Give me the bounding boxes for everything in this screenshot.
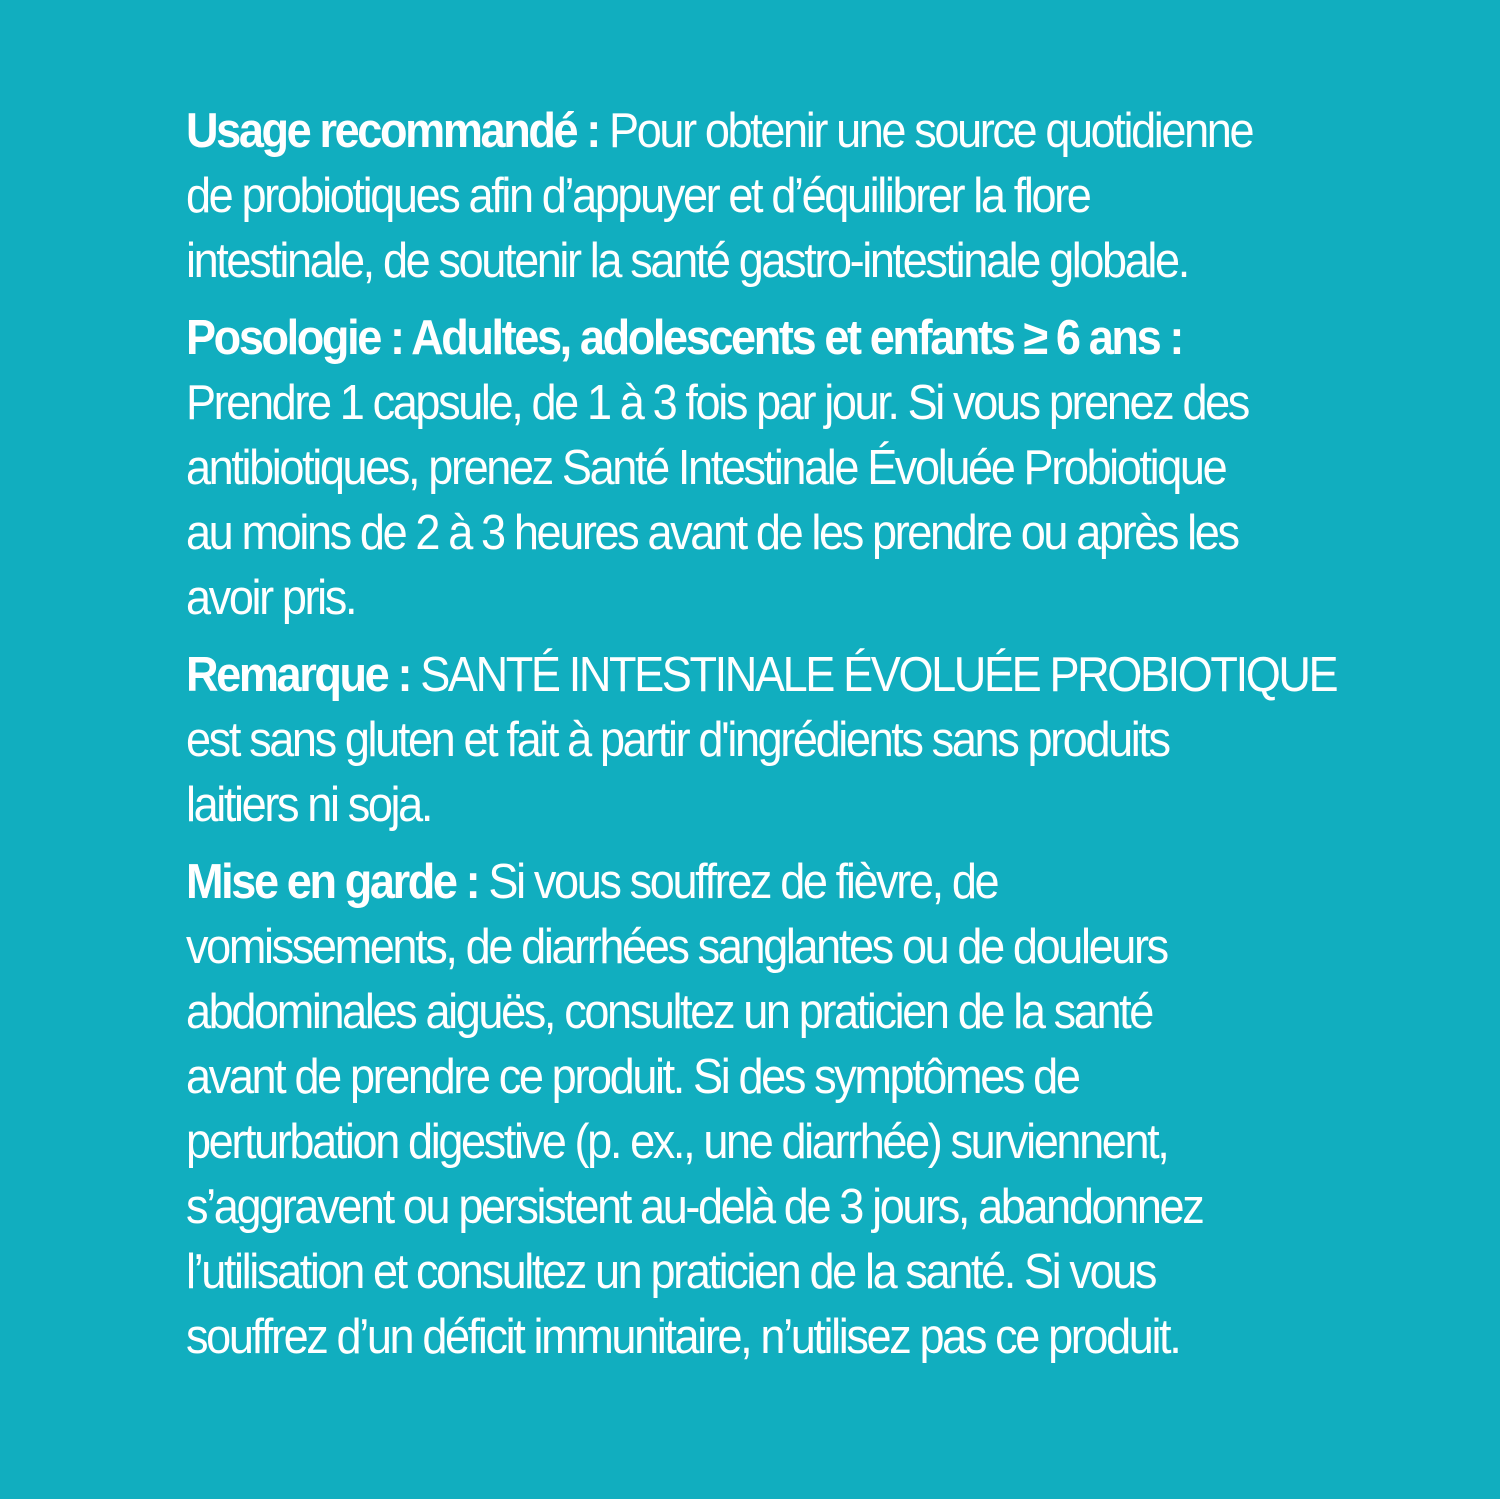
warning-line-2: vomissements, de diarrhées sanglantes ou de douleurs — [186, 920, 1167, 974]
warning-line-1 — [186, 850, 1336, 915]
dosage-line-5: avoir pris. — [186, 571, 356, 625]
usage-section — [186, 99, 1336, 294]
warning-line-6: s’aggravent ou persistent au-delà de 3 jours, abandonnez — [186, 1180, 1203, 1234]
dosage-line-2: Prendre 1 capsule, de 1 à 3 fois par jour. Si vous prenez des — [186, 376, 1248, 430]
warning-line-3: abdominales aiguës, consultez un praticien de la santé — [186, 985, 1152, 1039]
warning-line-4: avant de prendre ce produit. Si des symptômes de — [186, 1050, 1079, 1104]
note-section — [186, 643, 1336, 838]
note-line-2: est sans gluten et fait à partir d'ingrédients sans produits — [186, 713, 1169, 767]
dosage-line-4: au moins de 2 à 3 heures avant de les prendre ou après les — [186, 506, 1238, 560]
note-line-1 — [186, 643, 1336, 708]
usage-heading: Usage recommandé : — [186, 104, 599, 158]
dosage-heading: Posologie : Adultes, adolescents et enfants ≥ 6 ans : — [186, 311, 1183, 365]
note-text: SANTÉ INTESTINALE ÉVOLUÉE PROBIOTIQUE — [410, 648, 1337, 702]
label-text — [186, 99, 1336, 1382]
note-heading: Remarque : — [186, 648, 411, 702]
usage-line-2: de probiotiques afin d’appuyer et d’équilibrer la flore — [186, 169, 1090, 223]
warning-text: Si vous souffrez de fièvre, de — [478, 855, 998, 909]
usage-text: Pour obtenir une source quotidienne — [598, 104, 1253, 158]
dosage-line-3: antibiotiques, prenez Santé Intestinale Évoluée Probiotique — [186, 441, 1226, 495]
warning-line-5: perturbation digestive (p. ex., une diarrhée) surviennent, — [186, 1115, 1168, 1169]
warning-line-8: souffrez d’un déficit immunitaire, n’utilisez pas ce produit. — [186, 1310, 1180, 1364]
usage-line-3: intestinale, de soutenir la santé gastro-intestinale globale. — [186, 234, 1188, 288]
warning-section — [186, 850, 1336, 1370]
warning-line-7: l’utilisation et consultez un praticien de la santé. Si vous — [186, 1245, 1156, 1299]
dosage-section — [186, 306, 1336, 631]
note-line-3: laitiers ni soja. — [186, 778, 431, 832]
warning-heading: Mise en garde : — [186, 855, 479, 909]
usage-line-1 — [186, 99, 1336, 164]
